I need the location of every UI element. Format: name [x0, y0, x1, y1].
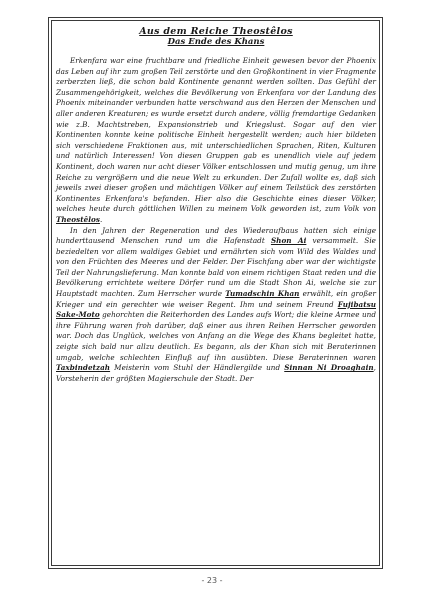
emphasized-name: Shon Ai	[270, 236, 307, 246]
paragraph-1	[56, 56, 376, 226]
page-number: - 23 -	[201, 576, 223, 585]
emphasized-name: Fujibatsu Sake-Moto	[56, 299, 376, 320]
emphasized-name: Sinnan Ni Droaghain	[284, 363, 374, 373]
paragraph-text: erwählt, ein großer Krieger und ein gerechter wie weiser Regent. Ihm und seinem Freund	[56, 289, 377, 309]
emphasized-name: Tumadschin Khan	[225, 289, 300, 299]
paragraph-2	[56, 226, 376, 385]
paragraph-text: Erkenfara war eine fruchtbare und friedliche Einheit gewesen bevor der Phoenix das Leben auf ihr zum großen Teil zerstörte und den Großkontinent in vier Fragmente zerberzten ließ, die schon bald Kontinente genannt werden sollten. Das Gefühl der Zusammengehörigkeit, welches die Bevölkerung von Erkenfara vor der Landung des Phoenix miteinander verbunden hatte verschwand aus den Herzen der Menschen und aller anderen Kreaturen; es wurde ersetzt durch andere, völlig fremdartige Gedanken wie z.B. Machtstreben, Expansionstrieb und Kriegslust. Sogar auf den vier Kontinenten konnte keine politische Einheit hergestellt werden; auch hier bildeten sich verschiedene Fraktionen aus, mit unterschiedlichen Sprachen, Riten, Kulturen und natürlich Interessen! Von diesen Gruppen gab es unendlich viele auf jedem Kontinent, doch waren nur acht dieser Völker entschlossen und mutig genug, um ihre Reiche zu vergrößern und die neue Welt zu erkunden. Der Zufall wollte es, daß sich jeweils zwei dieser großen und mächtigen Völker auf einem Teilstück des zerstörten Kontinentes Erkenfara's befanden. Hier also die Geschichte eines dieser Völker, welches heute durch göttlichen Willen zu meinem Volk geworden ist, zum Volk von	[56, 56, 376, 214]
emphasized-name: Theostêlos	[56, 214, 100, 224]
emphasized-name: Taxbindetzah	[56, 363, 111, 373]
paragraph-text: versammelt. Sie beziedelten vor allem waldiges Gebiet und ernährten sich vom Wild des Waldes und von den Früchten des Meeres und der Felder. Der Fischfang aber war der wichtigste Teil der Nahrungslieferung. Man konnte bald von einem richtigen Staat reden und die Bevölkerung errichtete weitere Dörfer rund um die Stadt Shon Ai, welche sie zur Hauptstadt machten. Zum Herrscher wurde	[56, 236, 376, 299]
article-subtitle: Das Ende des Khans	[167, 37, 265, 47]
paragraph-text: In den Jahren der Regeneration und des Wiederaufbaus hatten sich einige hunderttausend Menschen rund um die Hafenstadt	[56, 225, 376, 246]
paragraph-text: gehorchten die Reiterhorden des Landes aufs Wort; die kleine Armee und ihre Führung waren froh darüber, daß einer aus ihren Reihen Herrscher geworden war. Doch das Unglück, welches von Anfang an die Wege des Khans begleitet hatte, zeigte sich bald nur allzu deutlich. Es begann, als der Khan sich mit Beraterinnen umgab, welche schlechten Einfluß auf ihn ausübten. Diese Beraterinnen waren	[56, 310, 376, 362]
article-body	[56, 26, 376, 384]
paragraph-text: .	[99, 214, 103, 224]
paragraph-text: Meisterin vom Stuhl der Händlergilde und	[110, 363, 285, 373]
article-title: Aus dem Reiche Theostêlos	[139, 26, 293, 37]
paragraph-text: , Vorsteherin der größten Magierschule der Stadt. Der	[56, 363, 376, 383]
